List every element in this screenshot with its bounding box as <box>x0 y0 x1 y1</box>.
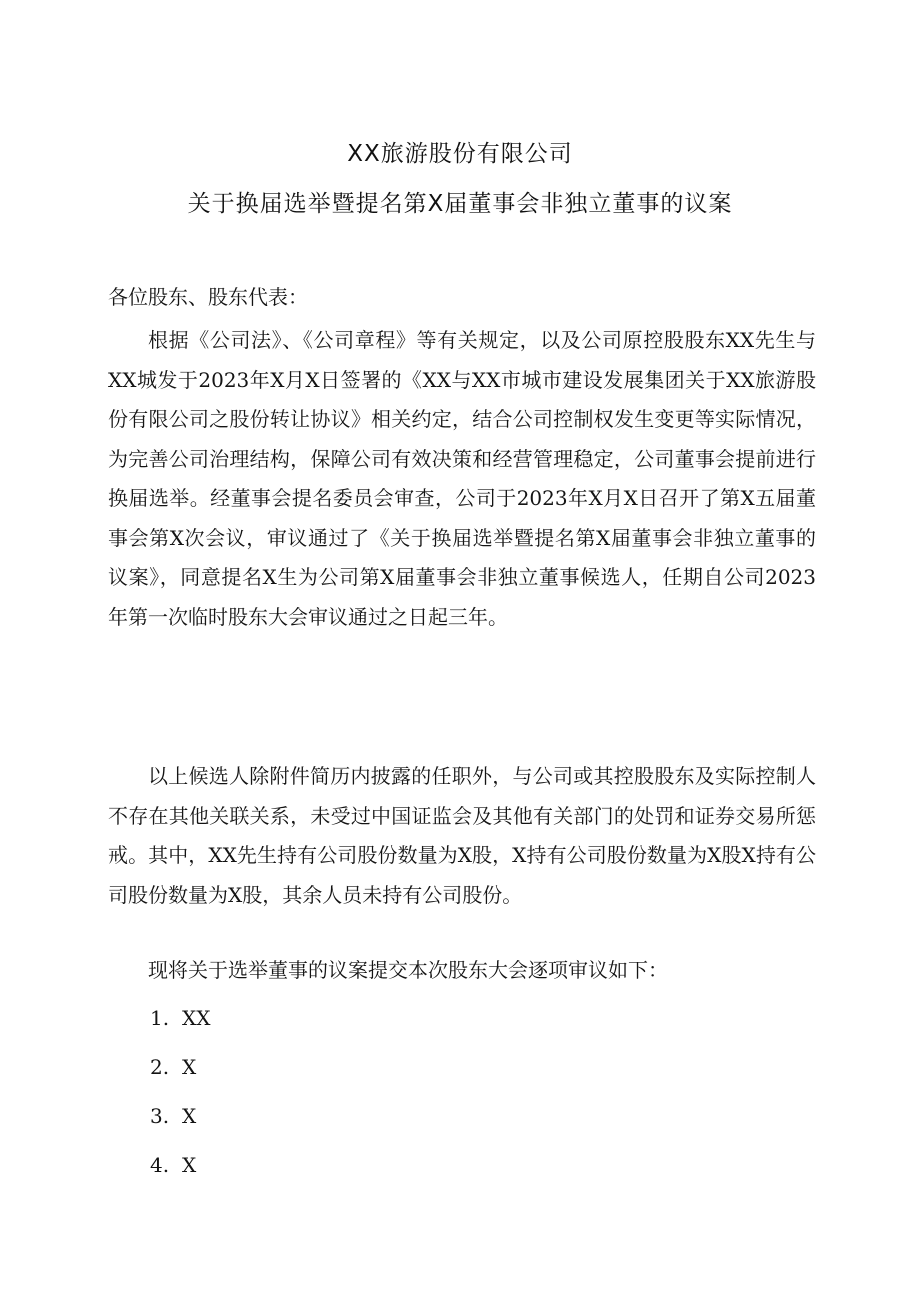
list-item-number: 3. <box>150 1104 170 1128</box>
candidate-list <box>150 1000 210 1196</box>
list-item-name: X <box>182 1055 197 1079</box>
list-item-number: 1. <box>150 1006 170 1030</box>
list-item-number: 2. <box>150 1055 170 1079</box>
paragraph-candidate-disclosure: 以上候选人除附件简历内披露的任职外，与公司或其控股股东及实际控制人不存在其他关联关系，未受过中国证监会及其他有关部门的处罚和证券交易所惩戒。其中，XX先生持有公司股份数量为X股，X持有公司股份数量为X股X持有公司股份数量为X股，其余人员未持有公司股份。 <box>108 764 816 907</box>
company-title: XX旅游股份有限公司 <box>347 141 573 167</box>
list-item-name: XX <box>182 1006 211 1030</box>
salutation: 各位股东、股东代表： <box>108 285 308 309</box>
list-item <box>150 1147 210 1196</box>
paragraph-election-background: 根据《公司法》、《公司章程》等有关规定，以及公司原控股股东XX先生与XX城发于2023年X月X日签署的《XX与XX市城市建设发展集团关于XX旅游股份有限公司之股份转让协议》相关约定，结合公司控制权发生变更等实际情况，为完善公司治理结构，保障公司有效决策和经营管理稳定，公司董事会提前进行换届选举。经董事会提名委员会审查，公司于2023年X月X日召开了第X五届董事会第X次会议，审议通过了《关于换届选举暨提名第X届董事会非独立董事的议案》，同意提名X生为公司第X届董事会非独立董事候选人，任期自公司2023年第一次临时股东大会审议通过之日起三年。 <box>108 328 816 629</box>
list-item <box>150 1049 210 1098</box>
list-item-name: X <box>182 1153 197 1177</box>
proposal-title: 关于换届选举暨提名第X届董事会非独立董事的议案 <box>187 191 733 217</box>
list-item-number: 4. <box>150 1153 170 1177</box>
paragraph-submission-note: 现将关于选举董事的议案提交本次股东大会逐项审议如下： <box>148 958 668 982</box>
list-item <box>150 1000 210 1049</box>
list-item <box>150 1098 210 1147</box>
list-item-name: X <box>182 1104 197 1128</box>
